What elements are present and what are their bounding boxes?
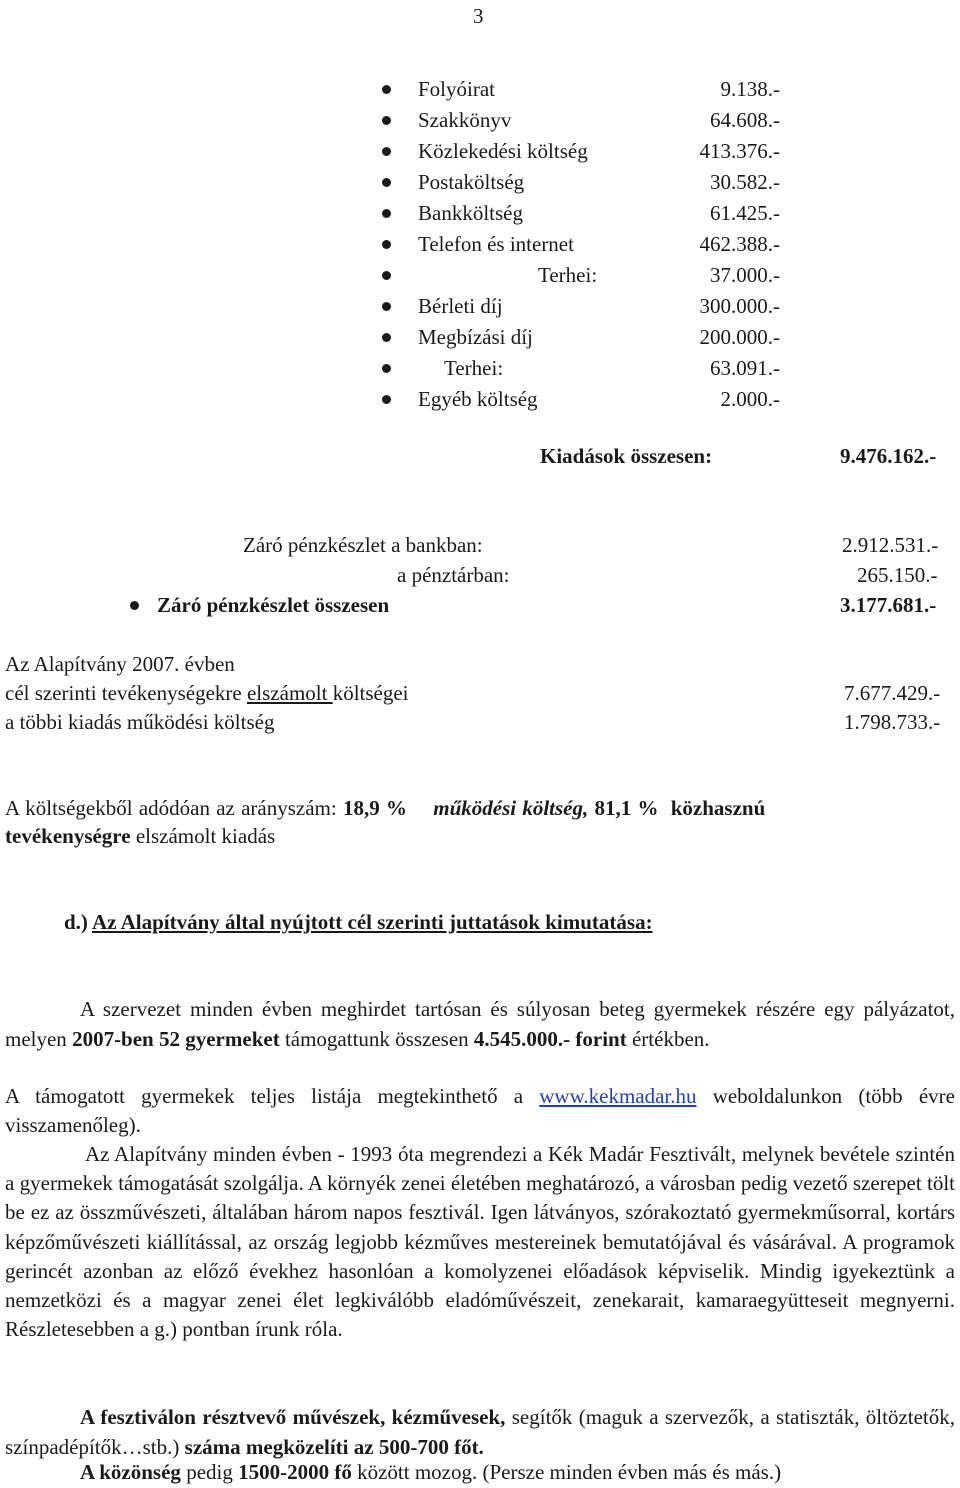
bullet-icon <box>382 395 391 404</box>
paragraph-festival: Az Alapítvány minden évben - 1993 óta megrendezi a Kék Madár Fesztivált, melynek bevétele szintén a gyermekek támogatását szolgálja. A környék zenei életében meghatározó, a városban pedig vezető szerepet tölt be ez az összművészeti, általában három napos fesztivál. Igen látványos, szórakoztató gyermekműsorral, kortárs képzőművészeti kiállítással, az ország legjobb kézműves mestereinek bemutatójával és vásárával. A programok gerincét azonban az előző évekhez hasonlóan a komolyzenei előadások képviselik. Mindig igyekeztünk a nemzetközi és a magyar zenei élet legkiválóbb eladóművészeit, zenekarait, kamaraegyütteseit megnyerni. Részletesebben a g.) pontban írunk róla. <box>5 1142 955 1342</box>
bullet-icon <box>382 178 391 187</box>
expense-label: Szakkönyv <box>418 108 512 132</box>
foundation-line-2-text: cél szerinti tevékenységekre <box>5 681 247 705</box>
website-link[interactable]: www.kekmadar.hu <box>539 1084 697 1108</box>
closing-cash-label: a pénztárban: <box>397 563 510 587</box>
expense-label: Bérleti díj <box>418 294 503 318</box>
ratio-text: A költségekből adódóan az arányszám: <box>5 796 343 820</box>
grant-total-amount: 4.545.000.- forint <box>473 1027 627 1051</box>
participants-count: száma megközelíti az 500-700 főt. <box>184 1435 484 1459</box>
expense-label: Telefon és internet <box>418 232 574 256</box>
expense-value: 61.425.- <box>710 201 780 225</box>
ratio-line-2 <box>5 824 275 849</box>
section-d-prefix: d.) <box>64 910 88 934</box>
foundation-line-1: Az Alapítvány 2007. évben <box>5 652 235 676</box>
paragraph-text: értékben. <box>626 1027 710 1051</box>
expense-value: 30.582.- <box>710 170 780 194</box>
bullet-icon <box>382 302 391 311</box>
ratio-line-1 <box>5 796 765 821</box>
bullet-icon <box>382 364 391 373</box>
bullet-icon <box>382 85 391 94</box>
bullet-icon <box>382 147 391 156</box>
paragraph-text: között mozog. (Persze minden évben más és más.) <box>351 1460 782 1484</box>
bullet-icon <box>130 601 139 610</box>
paragraph-text: weboldalunkon (több évre visszamenőleg). <box>5 1084 955 1137</box>
expense-label: Bankköltség <box>418 201 523 225</box>
foundation-line-2 <box>5 681 409 706</box>
closing-cash-value: 265.150.- <box>857 563 938 587</box>
ratio-public-percent: 81,1 % <box>594 796 659 820</box>
page-number: 3 <box>473 4 484 28</box>
expense-label: Megbízási díj <box>418 325 533 349</box>
expense-value: 300.000.- <box>699 294 780 318</box>
expense-value: 413.376.- <box>699 139 780 163</box>
closing-bank-value: 2.912.531.- <box>842 533 939 557</box>
bullet-icon <box>382 240 391 249</box>
bullet-icon <box>382 209 391 218</box>
expenses-total-value: 9.476.162.- <box>840 444 937 468</box>
expense-value: 9.138.- <box>720 77 780 101</box>
participants-label: A fesztiválon résztvevő művészek, kézművesek, <box>80 1405 506 1429</box>
foundation-line-2-value: 7.677.429.- <box>844 681 941 705</box>
paragraph-text: A támogatott gyermekek teljes listája megtekinthető a <box>5 1084 540 1108</box>
expense-label: Terhei: <box>444 356 504 380</box>
expense-label: Közlekedési költség <box>418 139 588 163</box>
audience-count: 1500-2000 fő <box>238 1460 352 1484</box>
audience-label: A közönség <box>80 1460 181 1484</box>
bullet-icon <box>382 116 391 125</box>
ratio-activity-label: tevékenységre <box>5 824 131 848</box>
section-d-heading <box>64 910 653 935</box>
expense-value: 200.000.- <box>699 325 780 349</box>
closing-bank-label: Záró pénzkészlet a bankban: <box>243 533 483 557</box>
paragraph-grants <box>5 994 955 1054</box>
paragraph-text: támogattunk összesen <box>279 1027 474 1051</box>
paragraph-list-link <box>5 1082 955 1140</box>
closing-total-label: Záró pénzkészlet összesen <box>157 593 390 617</box>
bullet-icon <box>382 271 391 280</box>
expenses-total-label: Kiadások összesen: <box>540 444 713 468</box>
expense-label: Folyóirat <box>418 77 495 101</box>
paragraph-text: segítők (maguk a szervezők, a statiszták, öltöztetők, színpadépítők…stb.) <box>5 1405 955 1459</box>
foundation-line-3-value: 1.798.733.- <box>844 710 941 734</box>
ratio-text-end: elszámolt kiadás <box>130 824 276 848</box>
expense-label: Postaköltség <box>418 170 525 194</box>
paragraph-participants <box>5 1402 955 1462</box>
paragraph-audience <box>80 1460 781 1485</box>
ratio-operating-label: működési költség, <box>433 796 589 820</box>
foundation-line-3: a többi kiadás működési költség <box>5 710 275 734</box>
expense-value: 64.608.- <box>710 108 780 132</box>
expense-value: 462.388.- <box>699 232 780 256</box>
expense-label: Egyéb költség <box>418 387 538 411</box>
paragraph-text: A szervezet minden évben meghirdet tartósan és súlyosan beteg gyermekek részére egy pályázatot, melyen <box>5 997 955 1051</box>
bullet-icon <box>382 333 391 342</box>
ratio-public-label: közhasznú <box>670 796 766 820</box>
paragraph-text: pedig <box>180 1460 239 1484</box>
expense-value: 63.091.- <box>710 356 780 380</box>
closing-total-value: 3.177.681.- <box>840 593 937 617</box>
section-d-title: Az Alapítvány által nyújtott cél szerinti juttatások kimutatása: <box>92 910 653 934</box>
foundation-line-2-underlined: elszámolt <box>246 681 333 705</box>
expense-value: 37.000.- <box>710 263 780 287</box>
expense-label: Terhei: <box>538 263 598 287</box>
expense-value: 2.000.- <box>720 387 780 411</box>
ratio-operating-percent: 18,9 % <box>342 796 407 820</box>
grant-children-count: 2007-ben 52 gyermeket <box>72 1027 280 1051</box>
foundation-line-2-text-end: költségei <box>332 681 409 705</box>
